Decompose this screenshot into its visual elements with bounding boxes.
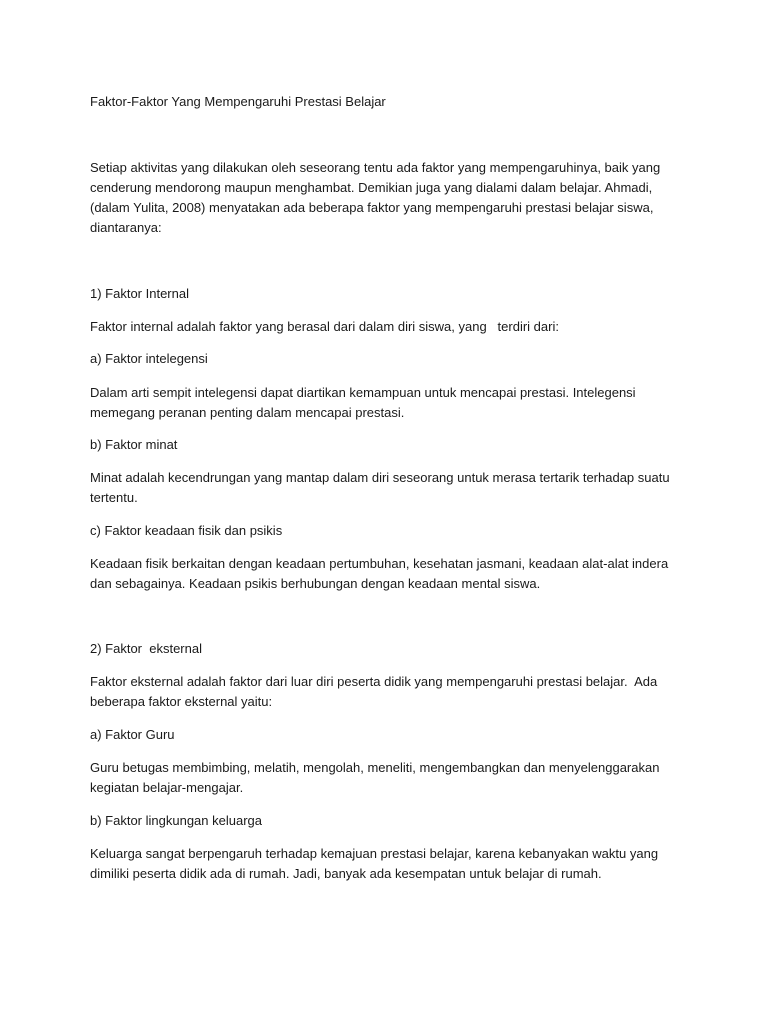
internal-item-heading: a) Faktor intelegensi [90,351,208,366]
document-title: Faktor-Faktor Yang Mempengaruhi Prestasi Belajar [90,94,386,109]
external-heading: 2) Faktor eksternal [90,641,202,656]
internal-item-heading: b) Faktor minat [90,437,178,452]
external-item-text: Guru betugas membimbing, melatih, mengolah, meneliti, mengembangkan dan menyelenggarakan kegiatan belajar-mengajar. [90,760,664,795]
external-item-heading: b) Faktor lingkungan keluarga [90,813,262,828]
intro-paragraph: Setiap aktivitas yang dilakukan oleh seseorang tentu ada faktor yang mempengaruhinya, baik yang cenderung mendorong maupun menghambat. Demikian juga yang dialami dalam belajar. Ahmadi, (dalam Yulita, 2008) menyatakan ada beberapa faktor yang mempengaruhi prestasi belajar siswa, diantaranya: [90,160,664,235]
external-description: Faktor eksternal adalah faktor dari luar diri peserta didik yang mempengaruhi prestasi belajar. Ada beberapa faktor eksternal yaitu: [90,674,661,709]
internal-item-text: Dalam arti sempit intelegensi dapat diartikan kemampuan untuk mencapai prestasi. Intelegensi memegang peranan penting dalam mencapai prestasi. [90,385,640,420]
internal-item-text: Keadaan fisik berkaitan dengan keadaan pertumbuhan, kesehatan jasmani, keadaan alat-alat indera dan sebagainya. Keadaan psikis berhubungan dengan keadaan mental siswa. [90,556,672,591]
internal-heading: 1) Faktor Internal [90,286,189,301]
external-item-heading: a) Faktor Guru [90,727,175,742]
internal-description: Faktor internal adalah faktor yang berasal dari dalam diri siswa, yang terdiri dari: [90,319,559,334]
internal-item-heading: c) Faktor keadaan fisik dan psikis [90,523,283,538]
internal-item-text: Minat adalah kecendrungan yang mantap dalam diri seseorang untuk merasa tertarik terhadap suatu tertentu. [90,470,674,505]
external-item-text: Keluarga sangat berpengaruh terhadap kemajuan prestasi belajar, karena kebanyakan waktu yang dimiliki peserta didik ada di rumah. Jadi, banyak ada kesempatan untuk belajar di rumah. [90,846,662,881]
